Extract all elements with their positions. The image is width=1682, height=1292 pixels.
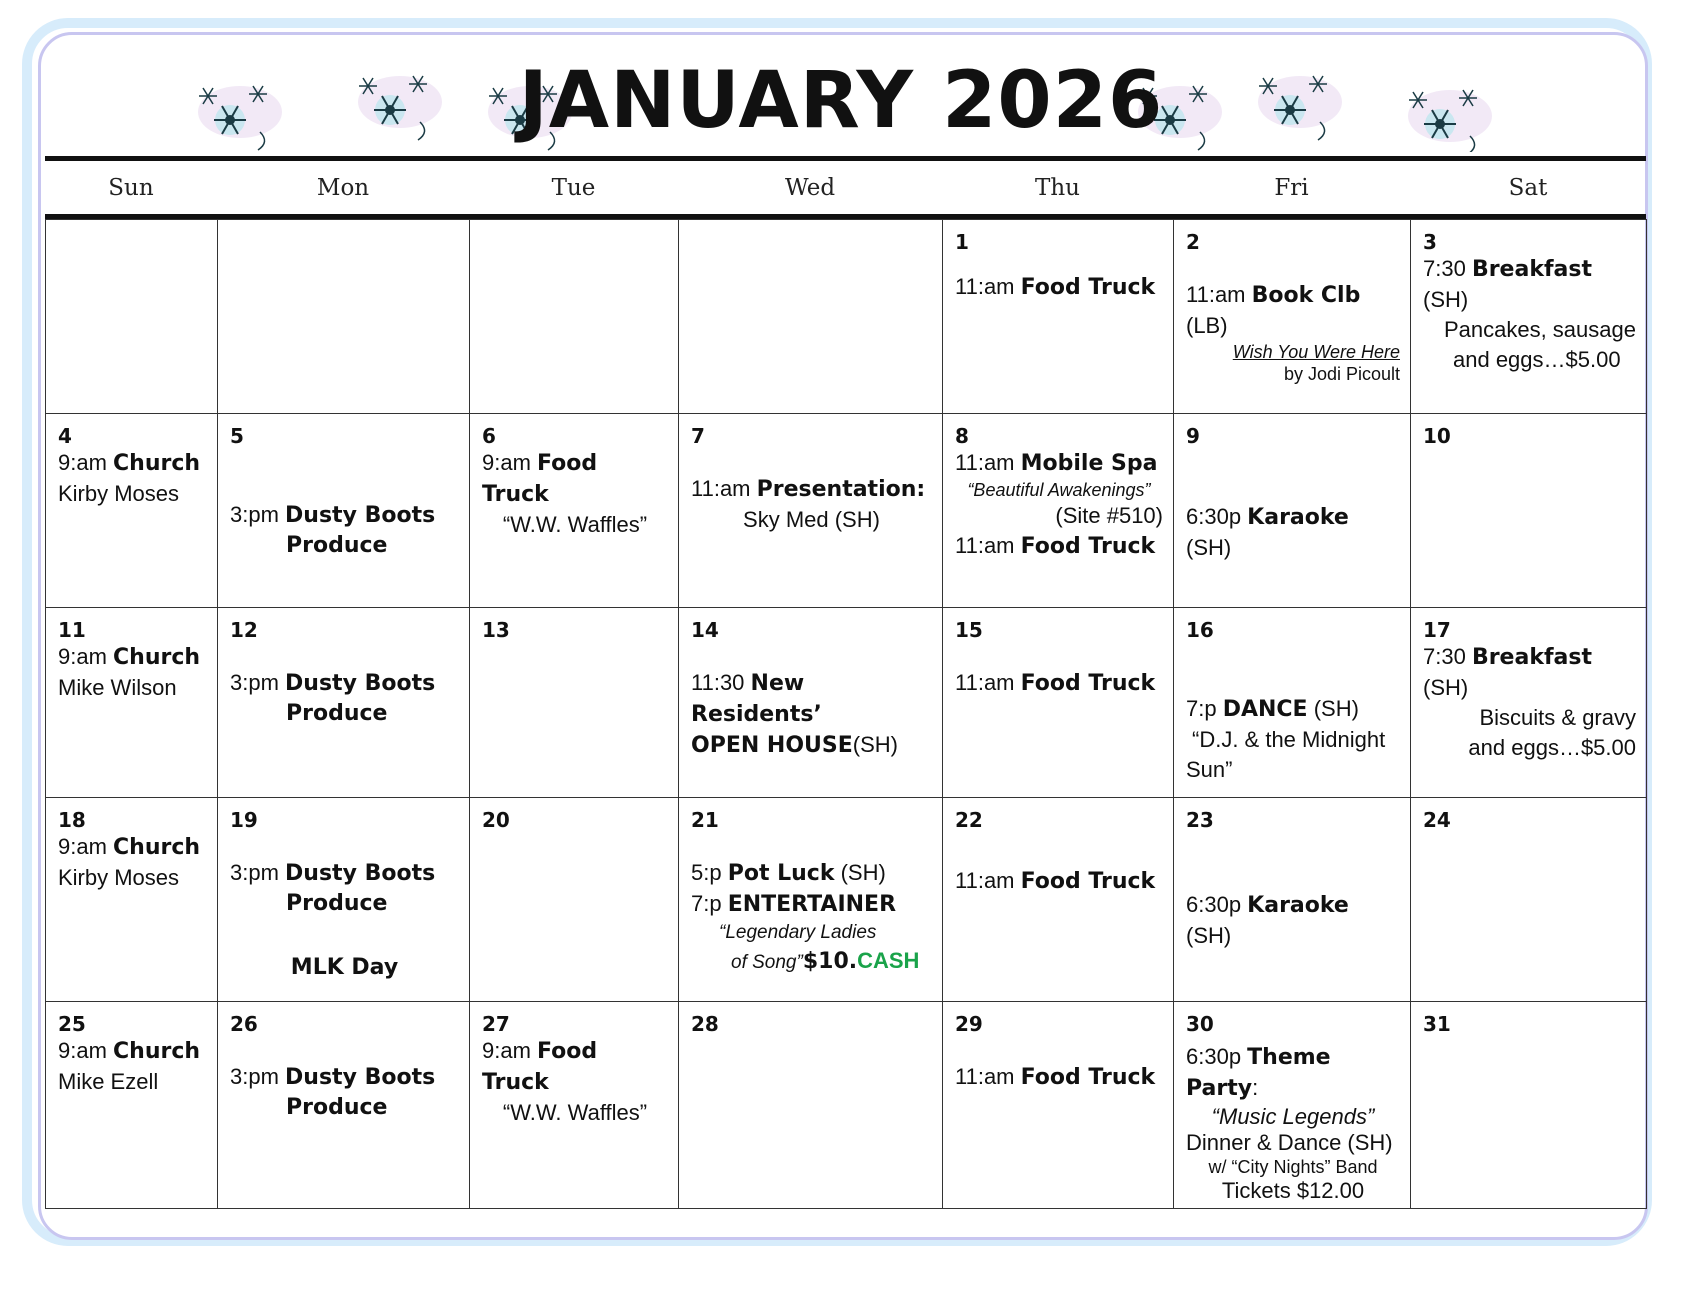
event: 7:30 Breakfast (SH) — [1423, 256, 1592, 312]
day-cell[interactable] — [679, 798, 943, 1002]
day-number: 18 — [58, 808, 86, 832]
event-detail: Dinner & Dance (SH) — [1186, 1130, 1393, 1155]
day-cell[interactable] — [46, 414, 218, 608]
day-cell[interactable] — [218, 608, 470, 798]
event: 11:am Food Truck — [955, 274, 1156, 300]
event: 11:30 New Residents’ — [691, 670, 822, 727]
event: 11:am Food Truck — [955, 533, 1156, 559]
day-number: 24 — [1423, 808, 1451, 832]
day-number: 13 — [482, 618, 510, 642]
day-cell[interactable] — [1174, 608, 1411, 798]
day-cell[interactable] — [1411, 414, 1647, 608]
day-number: 15 — [955, 618, 983, 642]
event-detail: of Song”$10.CASH — [731, 948, 920, 974]
event-detail: “W.W. Waffles” — [502, 512, 648, 537]
event: 9:am Food Truck — [482, 450, 598, 507]
event-detail: Produce — [286, 1095, 388, 1120]
event-detail: (Site #510) — [1055, 503, 1163, 528]
day-cell[interactable] — [943, 798, 1174, 1002]
event: 3:pm Dusty Boots — [230, 1064, 436, 1090]
day-cell[interactable] — [1174, 1002, 1411, 1209]
day-cell[interactable] — [943, 608, 1174, 798]
event-detail: Mike Ezell — [58, 1069, 159, 1094]
day-cell-empty — [679, 220, 943, 414]
event-detail: Produce — [286, 891, 388, 916]
day-cell[interactable] — [46, 1002, 218, 1209]
event-detail: and eggs…$5.00 — [1468, 735, 1636, 760]
event-detail: Pancakes, sausage — [1443, 317, 1636, 342]
event: 6:30p Karaoke (SH) — [1186, 892, 1349, 948]
day-cell[interactable] — [218, 798, 470, 1002]
event: 3:pm Dusty Boots — [230, 860, 436, 886]
calendar-grid — [45, 219, 1647, 1209]
day-number: 19 — [230, 808, 258, 832]
day-number: 29 — [955, 1012, 983, 1036]
day-cell[interactable] — [943, 220, 1174, 414]
event: 5:p Pot Luck (SH) — [691, 860, 886, 886]
dow-wed: Wed — [784, 175, 836, 201]
event-detail: Sun” — [1186, 757, 1233, 782]
event-detail: Sky Med (SH) — [743, 507, 880, 532]
event: 9:am Church — [58, 834, 201, 860]
dow-mon: Mon — [316, 175, 370, 201]
dow-sat: Sat — [1508, 175, 1548, 201]
day-number: 28 — [691, 1012, 719, 1036]
book-author: by Jodi Picoult — [1283, 364, 1400, 384]
day-cell[interactable] — [470, 414, 679, 608]
event: 7:30 Breakfast (SH) — [1423, 644, 1592, 700]
event-detail: Mike Wilson — [58, 675, 177, 700]
event: 9:am Church — [58, 1038, 201, 1064]
event: 11:am Food Truck — [955, 868, 1156, 894]
event: 6:30p Karaoke (SH) — [1186, 504, 1349, 560]
day-number: 30 — [1186, 1012, 1214, 1036]
title-year: 2026 — [942, 56, 1164, 146]
event: 11:am Presentation: — [691, 476, 926, 502]
cash-label: CASH — [857, 948, 920, 973]
calendar-week — [46, 220, 1647, 414]
book-title: Wish You Were Here — [1232, 342, 1400, 362]
day-number: 9 — [1186, 424, 1200, 448]
day-number: 10 — [1423, 424, 1451, 448]
day-cell-empty — [46, 220, 218, 414]
event: 7:p DANCE (SH) — [1186, 696, 1359, 722]
day-cell[interactable] — [218, 414, 470, 608]
event: 3:pm Dusty Boots — [230, 670, 436, 696]
day-number: 4 — [58, 424, 72, 448]
event-detail: Tickets $12.00 — [1221, 1178, 1365, 1203]
event-detail: Produce — [286, 701, 388, 726]
day-cell[interactable] — [1411, 798, 1647, 1002]
calendar-title — [0, 56, 1682, 146]
calendar-week — [46, 798, 1647, 1002]
day-cell[interactable] — [1411, 220, 1647, 414]
event: 9:am Church — [58, 644, 201, 670]
day-number: 3 — [1423, 230, 1437, 254]
event-detail: “Legendary Ladies — [719, 922, 877, 943]
day-number: 31 — [1423, 1012, 1451, 1036]
calendar-week — [46, 1002, 1647, 1209]
day-number: 1 — [955, 230, 969, 254]
event-detail: “Music Legends” — [1211, 1104, 1375, 1129]
event-detail: “D.J. & the Midnight — [1192, 727, 1386, 752]
event: 11:am Book Clb (LB) — [1186, 282, 1361, 338]
day-cell[interactable] — [679, 1002, 943, 1209]
dow-fri: Fri — [1274, 175, 1309, 201]
day-cell[interactable] — [1174, 414, 1411, 608]
event: 3:pm Dusty Boots — [230, 502, 436, 528]
day-cell[interactable] — [218, 1002, 470, 1209]
event: 9:am Food Truck — [482, 1038, 598, 1095]
days-of-week-header — [45, 163, 1646, 213]
day-cell[interactable] — [470, 608, 679, 798]
day-number: 7 — [691, 424, 705, 448]
event-detail: Kirby Moses — [58, 481, 180, 506]
event-detail: Biscuits & gravy — [1479, 705, 1636, 730]
dow-tue: Tue — [551, 175, 596, 201]
calendar-week — [46, 414, 1647, 608]
event: 7:p ENTERTAINER — [691, 891, 897, 917]
day-cell[interactable] — [943, 1002, 1174, 1209]
day-cell[interactable] — [1411, 1002, 1647, 1209]
day-cell[interactable] — [1174, 220, 1411, 414]
event-detail: w/ “City Nights” Band — [1208, 1157, 1378, 1177]
day-number: 6 — [482, 424, 496, 448]
event-detail: OPEN HOUSE(SH) — [691, 732, 898, 758]
dow-sun: Sun — [108, 175, 154, 201]
event: 11:am Food Truck — [955, 670, 1156, 696]
event-detail: “Beautiful Awakenings” — [967, 480, 1151, 500]
day-number: 17 — [1423, 618, 1451, 642]
day-cell[interactable] — [46, 608, 218, 798]
day-cell[interactable] — [1411, 608, 1647, 798]
day-number: 16 — [1186, 618, 1214, 642]
day-number: 12 — [230, 618, 258, 642]
day-number: 23 — [1186, 808, 1214, 832]
event-detail: Produce — [286, 533, 388, 558]
day-number: 2 — [1186, 230, 1200, 254]
event: 6:30p Theme Party: — [1186, 1044, 1331, 1101]
day-number: 27 — [482, 1012, 510, 1036]
day-number: 8 — [955, 424, 969, 448]
day-number: 22 — [955, 808, 983, 832]
event-detail: and eggs…$5.00 — [1453, 347, 1621, 372]
day-cell[interactable] — [46, 798, 218, 1002]
day-cell[interactable] — [679, 414, 943, 608]
day-cell[interactable] — [470, 1002, 679, 1209]
event: 11:am Food Truck — [955, 1064, 1156, 1090]
event: 9:am Church — [58, 450, 201, 476]
day-number: 5 — [230, 424, 244, 448]
day-number: 26 — [230, 1012, 258, 1036]
day-cell[interactable] — [679, 608, 943, 798]
day-cell-empty — [218, 220, 470, 414]
holiday-label: MLK Day — [290, 955, 399, 980]
title-divider — [45, 156, 1646, 161]
event-detail: Kirby Moses — [58, 865, 180, 890]
day-number: 14 — [691, 618, 719, 642]
day-number: 20 — [482, 808, 510, 832]
event: 11:am Mobile Spa — [955, 450, 1158, 476]
title-month: JANUARY — [518, 56, 914, 146]
day-cell[interactable] — [1174, 798, 1411, 1002]
calendar-week — [46, 608, 1647, 798]
day-number: 11 — [58, 618, 86, 642]
day-cell[interactable] — [943, 414, 1174, 608]
day-cell[interactable] — [470, 798, 679, 1002]
day-number: 25 — [58, 1012, 86, 1036]
day-number: 21 — [691, 808, 719, 832]
dow-thu: Thu — [1035, 175, 1080, 201]
day-cell-empty — [470, 220, 679, 414]
event-detail: “W.W. Waffles” — [502, 1100, 648, 1125]
